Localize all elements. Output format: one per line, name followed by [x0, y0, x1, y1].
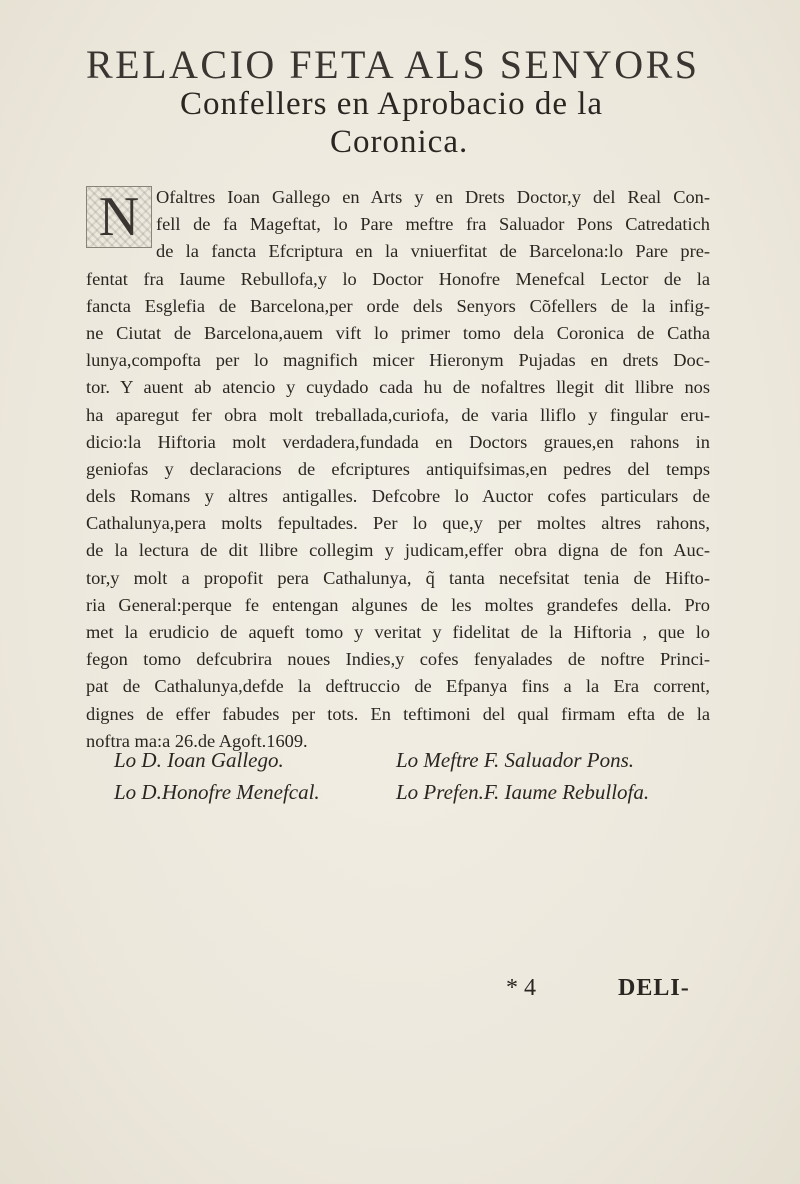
text-line: ne Ciutat de Barcelona,auem vift lo primer tomo dela Coronica de Catha	[86, 322, 710, 343]
approval-text	[86, 184, 710, 755]
decorated-initial: N	[86, 186, 152, 248]
text-line: dels Romans y altres antigalles. Defcobre lo Auctor cofes particulars de	[86, 486, 710, 507]
text-line: Ofaltres Ioan Gallego en Arts y en Drets Doctor,y del Real Con-	[156, 187, 710, 207]
signature-pons: Lo Meftre F. Saluador Pons.	[396, 748, 635, 772]
signature-gallego: Lo D. Ioan Gallego.	[114, 748, 284, 772]
title-line-1: RELACIO FETA ALS SENYORS	[86, 42, 700, 87]
text-line: noftra ma:a 26.de Agoft.1609.	[86, 730, 308, 751]
text-line: fancta Esglefia de Barcelona,per orde dels Senyors Cõfellers de la infig-	[86, 295, 710, 316]
text-line: ha aparegut fer obra molt treballada,curiofa, de varia lliflo y fingular eru-	[86, 404, 710, 425]
text-line: tor,y molt a propofit pera Cathalunya, q̃ tanta necefsitat tenia de Hifto-	[86, 567, 710, 588]
text-line: lunya,compofta per lo magnifich micer Hieronym Pujadas en drets Doc-	[86, 350, 710, 371]
text-line: pat de Cathalunya,defde la deftruccio de Efpanya fins a la Era corrent,	[86, 676, 710, 697]
text-line: dignes de effer fabudes per tots. En teftimoni del qual firmam efta de la	[86, 703, 710, 724]
text-line: fegon tomo defcubrira noues Indies,y cofes fenyalades de noftre Princi-	[86, 649, 710, 670]
text-line: de la lectura de dit llibre collegim y judicam,effer obra digna de fon Auc-	[86, 540, 710, 561]
catchword: DELI-	[618, 975, 690, 1001]
title-line-3: Coronica.	[330, 124, 469, 160]
text-line: fentat fra Iaume Rebullofa,y lo Doctor Honofre Menefcal Lector de la	[86, 268, 710, 289]
signature-mark: * 4	[506, 975, 536, 1001]
text-line: geniofas y declaracions de efcriptures antiquifsimas,en pedres del temps	[86, 458, 710, 479]
text-line: Cathalunya,pera molts fepultades. Per lo que,y per moltes altres rahons,	[86, 513, 710, 534]
title-line-2: Confellers en Aprobacio de la	[180, 86, 604, 122]
text-line: fell de fa Mageftat, lo Pare meftre fra Saluador Pons Catredatich	[156, 214, 710, 235]
text-line: met la erudicio de aqueft tomo y veritat y fidelitat de la Hiftoria , que lo	[86, 622, 710, 642]
text-line: dicio:la Hiftoria molt verdadera,fundada en Doctors graues,en rahons in	[86, 431, 710, 452]
text-line: tor. Y auent ab atencio y cuydado cada hu de nofaltres llegit dit llibre nos	[86, 377, 710, 398]
text-line: ria General:perque fe entengan algunes de les moltes grandefes della. Pro	[86, 594, 710, 615]
signature-rebullosa: Lo Prefen.F. Iaume Rebullofa.	[396, 780, 650, 804]
signature-menescal: Lo D.Honofre Menefcal.	[114, 780, 320, 804]
text-line: de la fancta Efcriptura en la vniuerfitat de Barcelona:lo Pare pre-	[156, 241, 710, 262]
